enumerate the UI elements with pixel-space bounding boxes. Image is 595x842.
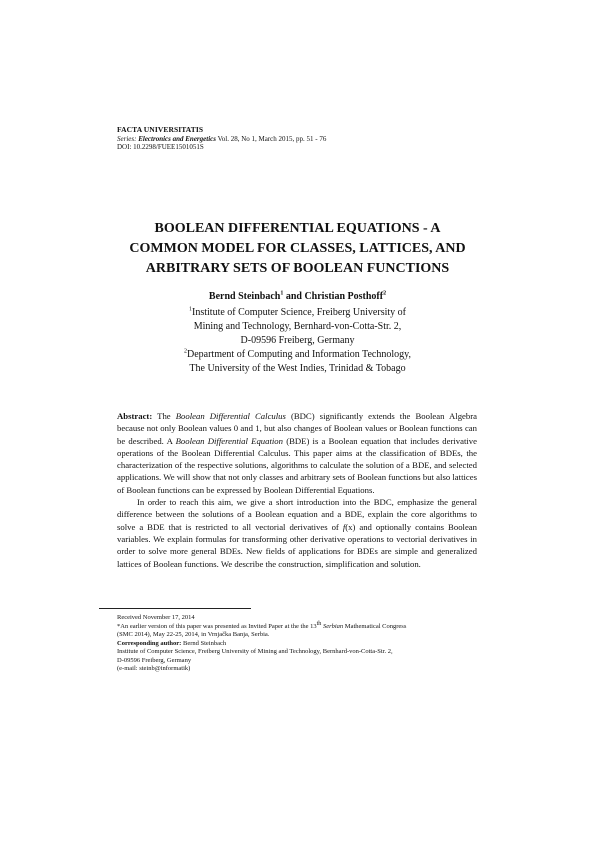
email: (e-mail: steinb@informatik) bbox=[117, 665, 191, 672]
journal-name: FACTA UNIVERSITATIS bbox=[117, 125, 204, 134]
series-name: Electronics and Energetics bbox=[138, 134, 216, 143]
paper-title bbox=[100, 219, 495, 279]
affiliation-2-line-2: The University of the West Indies, Trinidad & Tobago bbox=[189, 363, 406, 374]
earlier-version-note bbox=[117, 620, 482, 632]
journal-header bbox=[117, 126, 477, 152]
abstract-label: Abstract: bbox=[117, 411, 153, 421]
title-line-2: COMMON MODEL FOR CLASSES, LATTICES, AND bbox=[129, 241, 466, 256]
author-1: Bernd Steinbach bbox=[208, 291, 281, 302]
abstract-text: (BDC) significantly extends the Boolean Algebra because not only Boolean values 0 and 1, but also changes of Boolean values or Boolean functions can be described. A bbox=[117, 411, 477, 446]
author-2-sup: 2 bbox=[383, 290, 387, 297]
corresponding-label: Corresponding author: bbox=[117, 639, 182, 647]
abstract-text: (BDE) is a Boolean equation that includes derivative operations of the Boolean Differential Calculus. This paper aims at the classification of BDEs, the characterization of the respective solutions, algorithms to calculate the solution of a BDE, and selected applications. We will show that not only classes and arbitrary sets of Boolean functions but also lattices of Boolean functions can be expressed by Boolean Differential Equations. bbox=[117, 435, 477, 495]
title-line-1: BOOLEAN DIFFERENTIAL EQUATIONS - A bbox=[154, 221, 441, 236]
author-2: Christian Posthoff bbox=[304, 291, 384, 302]
note-text: Mathematical Congress bbox=[343, 622, 407, 630]
footnote-rule bbox=[99, 608, 251, 609]
abstract-text: (x) and optionally contains Boolean variables. We explain formulas for transforming other derivative operations to vectorial derivatives in order to solve more general BDEs. New fields of applications for BDEs are simple and generalized lattices of Boolean functions. We describe the construction, simplification and solution. bbox=[117, 521, 478, 569]
abstract-math-f: f bbox=[342, 521, 346, 532]
journal-doi: DOI: 10.2298/FUEE1501051S bbox=[117, 143, 204, 152]
abstract-paragraph-1 bbox=[117, 410, 477, 496]
affiliation-1-line-3: D-09596 Freiberg, Germany bbox=[240, 335, 355, 346]
abstract-term-bdc: Boolean Differential Calculus bbox=[175, 411, 286, 421]
volume-info: Vol. 28, No 1, March 2015, pp. 51 - 76 bbox=[217, 134, 327, 143]
affiliation-2-line-1: Department of Computing and Information Technology, bbox=[187, 349, 411, 360]
author-1-sup: 1 bbox=[280, 290, 284, 297]
received-date: Received November 17, 2014 bbox=[117, 614, 195, 621]
journal-series bbox=[117, 135, 477, 144]
affiliation-2 bbox=[100, 348, 495, 362]
institution-line-1: Institute of Computer Science, Freiberg University of Mining and Technology, Bernhard-von-Cotta-Str. 2, bbox=[117, 648, 393, 655]
corresponding-name: Bernd Steinbach bbox=[181, 639, 227, 647]
author-and: and bbox=[285, 291, 302, 302]
abstract-text: In order to reach this aim, we give a short introduction into the BDC, emphasize the general difference between the solutions of a Boolean equation and a BDE, explain the core algorithms to solve a BDE that is restricted to all vectorial derivatives of bbox=[117, 497, 477, 532]
abstract-paragraph-2 bbox=[117, 496, 477, 570]
institution-line-2: D-09596 Freiberg, Germany bbox=[117, 656, 192, 664]
affiliation-1-line-1: Institute of Computer Science, Freiberg University of bbox=[192, 307, 406, 318]
note-serbian: Serbian bbox=[322, 622, 344, 630]
series-label: Series: bbox=[117, 134, 137, 143]
affiliation-2-sup: 2 bbox=[184, 348, 187, 355]
author-block bbox=[100, 290, 495, 376]
abstract bbox=[117, 410, 477, 570]
abstract-term-bde: Boolean Differential Equation bbox=[175, 435, 283, 446]
affiliation-1-line-2: Mining and Technology, Bernhard-von-Cotta-Str. 2, bbox=[193, 321, 402, 332]
affiliation-1 bbox=[100, 306, 495, 320]
abstract-text: The bbox=[152, 411, 176, 421]
author-names bbox=[100, 290, 495, 304]
corresponding-author bbox=[117, 640, 482, 649]
note-sup: th bbox=[316, 620, 322, 627]
earlier-version-note-line-2: (SMC 2014), May 22-25, 2014, in Vrnjačka Banja, Serbia. bbox=[117, 631, 270, 638]
note-text: *An earlier version of this paper was presented as Invited Paper at the the 13 bbox=[117, 622, 317, 630]
affiliation-1-sup: 1 bbox=[189, 306, 193, 313]
footnotes bbox=[117, 614, 482, 674]
title-line-3: ARBITRARY SETS OF BOOLEAN FUNCTIONS bbox=[145, 261, 450, 276]
